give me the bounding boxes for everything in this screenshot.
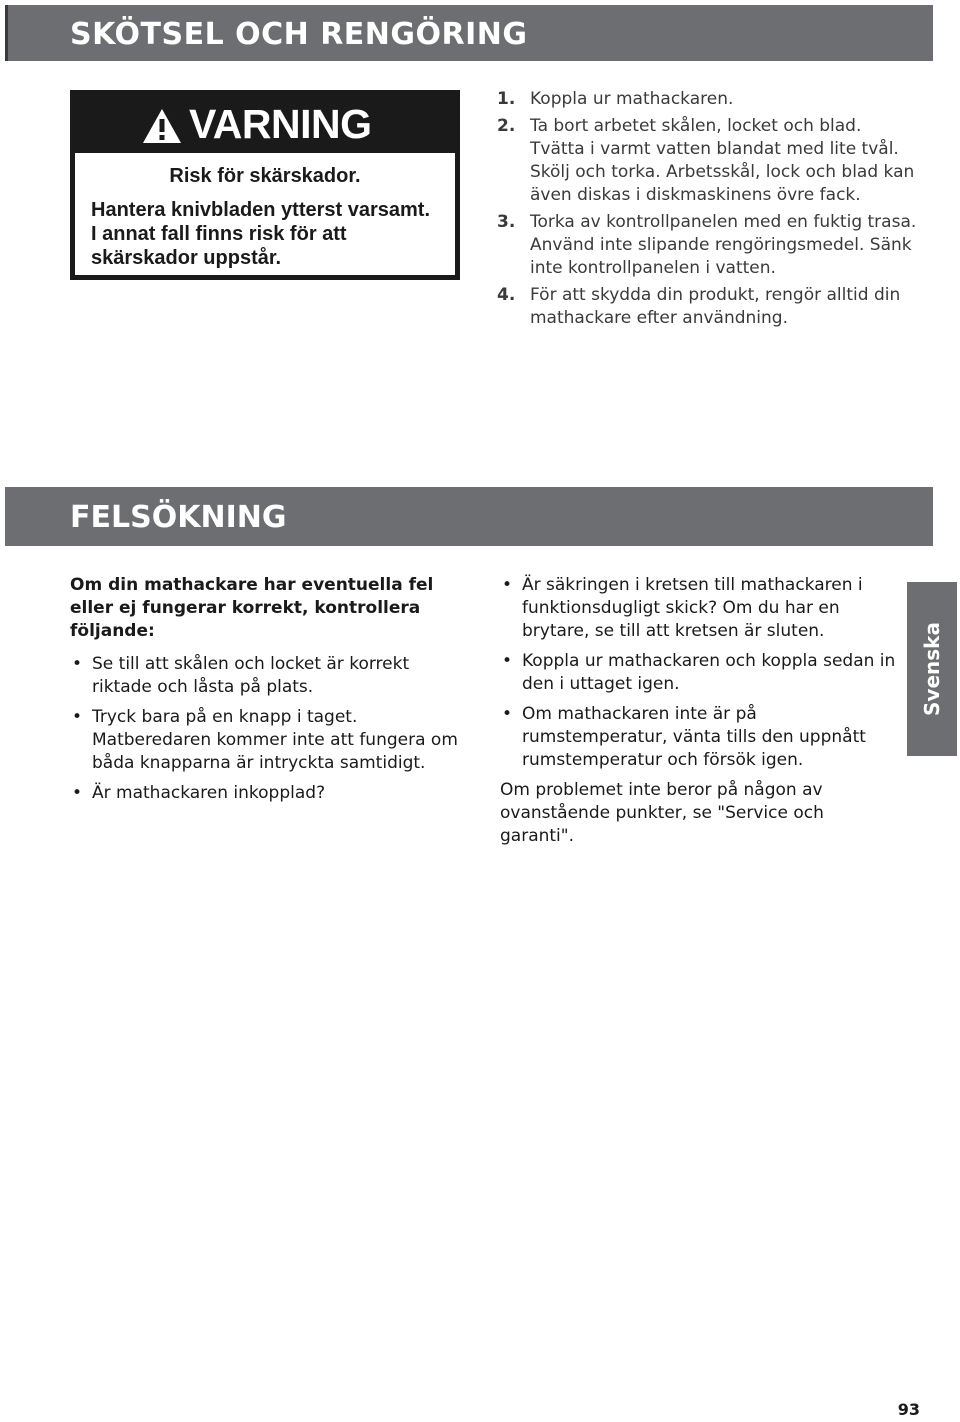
list-item (70, 706, 470, 775)
bullet-icon: • (502, 575, 513, 595)
list-item (500, 574, 900, 643)
step-text: Torka av kontrollpanelen med en fuktig trasa. Använd inte slipande rengöringsmedel. Sänk inte kontrollpanelen i vatten. (530, 212, 917, 278)
step-number: 2. (497, 116, 516, 136)
list-item (70, 653, 470, 699)
care-step (497, 284, 917, 330)
list-item-text: Är mathackaren inkopplad? (92, 783, 326, 803)
warning-box (70, 90, 460, 280)
section-title: FELSÖKNING (70, 500, 287, 535)
step-number: 4. (497, 285, 516, 305)
list-item (70, 782, 470, 805)
troubleshooting-list-right (500, 574, 900, 772)
list-item-text: Är säkringen i kretsen till mathackaren i funktionsdugligt skick? Om du har en brytare, se till att kretsen är sluten. (522, 575, 863, 641)
language-tab-label: Svenska (920, 622, 944, 716)
language-tab (907, 582, 957, 756)
step-text: Ta bort arbetet skålen, locket och blad. Tvätta i varmt vatten blandat med lite tvål. Skölj och torka. Arbetsskål, lock och blad kan även diskas i diskmaskinens övre fack. (530, 116, 915, 205)
list-item (500, 703, 900, 772)
section-header-care (5, 5, 933, 61)
warning-risk-text: Risk för skärskador. (169, 165, 361, 187)
warning-title: VARNING (189, 101, 372, 147)
page-number: 93 (897, 1400, 920, 1419)
care-step (497, 211, 917, 280)
bullet-icon: • (72, 783, 83, 803)
header-accent (5, 5, 8, 61)
warning-line: skärskador uppstår. (91, 247, 282, 269)
troubleshooting-right-column (500, 574, 900, 848)
troubleshooting-intro: Om din mathackare har eventuella fel eller ej fungerar korrekt, kontrollera följande: (70, 575, 434, 641)
bullet-icon: • (502, 651, 513, 671)
step-text: Koppla ur mathackaren. (530, 89, 734, 109)
care-steps-list (497, 88, 917, 334)
bullet-icon: • (72, 707, 83, 727)
step-number: 1. (497, 89, 516, 109)
warning-line: I annat fall finns risk för att (91, 223, 347, 245)
care-step (497, 88, 917, 111)
troubleshooting-left-column (70, 574, 470, 812)
list-item-text: Se till att skålen och locket är korrekt riktade och låsta på plats. (92, 654, 410, 697)
step-text: För att skydda din produkt, rengör alltid din mathackare efter användning. (530, 285, 901, 328)
warning-line: Hantera knivbladen ytterst varsamt. (91, 199, 431, 221)
warning-triangle-icon (141, 107, 183, 145)
section-header-troubleshooting (5, 487, 933, 546)
bullet-icon: • (502, 704, 513, 724)
bullet-icon: • (72, 654, 83, 674)
list-item (500, 650, 900, 696)
list-item-text: Om mathackaren inte är på rumstemperatur, vänta tills den uppnått rumstemperatur och försök igen. (522, 704, 866, 770)
troubleshooting-closing: Om problemet inte beror på någon av ovanstående punkter, se "Service och garanti". (500, 780, 824, 846)
care-step (497, 115, 917, 207)
list-item-text: Tryck bara på en knapp i taget. Matberedaren kommer inte att fungera om båda knapparna är intryckta samtidigt. (92, 707, 458, 773)
troubleshooting-list-left (70, 653, 470, 805)
step-number: 3. (497, 212, 516, 232)
page-title: SKÖTSEL OCH RENGÖRING (70, 17, 528, 52)
warning-header (75, 95, 455, 153)
list-item-text: Koppla ur mathackaren och koppla sedan in den i uttaget igen. (522, 651, 896, 694)
warning-body (91, 198, 451, 270)
